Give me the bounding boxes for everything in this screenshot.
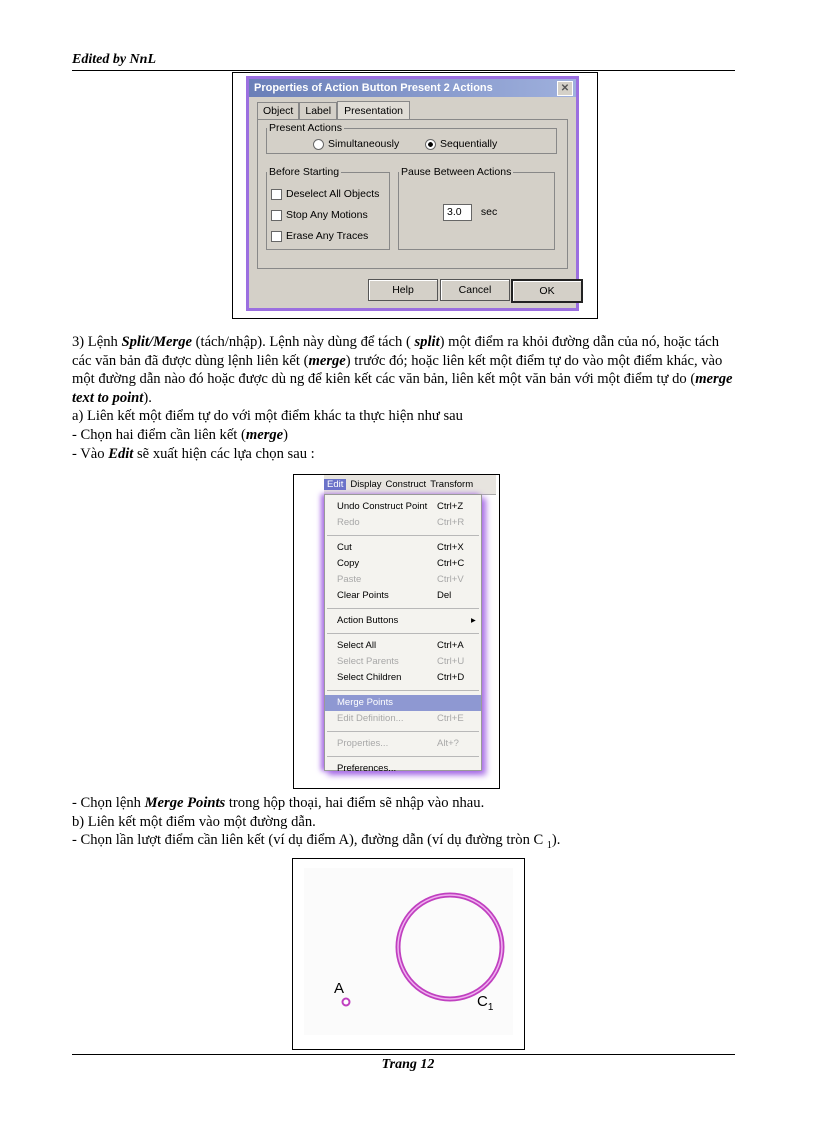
point-a[interactable] — [343, 999, 350, 1006]
circle-figure-screenshot — [292, 858, 525, 1050]
menu-transform[interactable]: Transform — [430, 479, 474, 490]
checkbox-icon — [271, 189, 282, 200]
radio-selected-icon — [425, 139, 436, 150]
sketch-canvas — [304, 868, 513, 1035]
pause-input[interactable]: 3.0 — [443, 204, 472, 221]
menu-item-select-all[interactable]: Select All Ctrl+A — [337, 640, 464, 651]
radio-label: Simultaneously — [328, 138, 400, 150]
dialog-screenshot — [232, 72, 598, 319]
pause-legend: Pause Between Actions — [401, 166, 512, 178]
checkbox-erase-traces[interactable] — [271, 230, 368, 242]
help-button[interactable]: Help — [368, 279, 438, 301]
properties-dialog — [246, 76, 579, 311]
footer-rule — [72, 1054, 735, 1055]
checkbox-deselect[interactable] — [271, 188, 379, 200]
header-text: Edited by NnL — [72, 52, 156, 67]
menu-separator — [327, 731, 479, 732]
menu-item-paste[interactable]: Paste Ctrl+V — [337, 574, 464, 585]
close-icon[interactable]: ✕ — [557, 81, 573, 96]
checkbox-icon — [271, 231, 282, 242]
label-a: A — [334, 980, 345, 997]
menu-separator — [327, 633, 479, 634]
step-choose-points: - Chọn hai điểm cần liên kết (merge) — [72, 426, 289, 443]
cancel-button[interactable]: Cancel — [440, 279, 510, 301]
step-open-edit: - Vào Edit sẽ xuất hiện các lựa chọn sau : — [72, 445, 315, 462]
page-header — [72, 52, 735, 71]
menu-item-properties[interactable]: Properties... Alt+? — [337, 738, 459, 749]
paragraph-block-2 — [72, 794, 740, 856]
menu-item-select-parents[interactable]: Select Parents Ctrl+U — [337, 656, 465, 667]
tab-strip — [257, 101, 410, 120]
menu-item-cut[interactable]: Cut Ctrl+X — [337, 542, 464, 553]
dialog-title — [249, 79, 576, 97]
menu-item-merge-points[interactable]: Merge Points — [325, 695, 481, 711]
before-starting-legend: Before Starting — [269, 166, 340, 178]
ok-button[interactable]: OK — [511, 279, 583, 303]
edit-menu-screenshot — [293, 474, 500, 789]
split-merge-paragraph: 3) Lệnh Split/Merge (tách/nhập). Lệnh này dùng để tách ( split) một điểm ra khỏi đường dẫn của nó, hoặc tách các văn bản đã được dùng lệnh liên kết (merge) trước đó; hoặc liên kết một điểm tự do vào một điểm khác, vào một đường dẫn nào đó hoặc được dù ng để kiên kết các văn bản, liên kết một văn bản với một điểm tự do (merge text to point). — [72, 334, 733, 406]
menu-separator — [327, 756, 479, 757]
circle-c1-inner — [398, 895, 502, 999]
label-c1: $C_1$ — [477, 993, 494, 1013]
radio-sequentially[interactable] — [425, 138, 497, 150]
paragraph-block-1 — [72, 333, 740, 463]
step-b-heading: b) Liên kết một điểm vào một đường dẫn. — [72, 813, 316, 830]
radio-label: Sequentially — [440, 138, 498, 150]
step-merge-points: - Chọn lệnh Merge Points trong hộp thoại, hai điểm sẽ nhập vào nhau. — [72, 795, 485, 811]
menu-item-undo[interactable]: Undo Construct Point Ctrl+Z — [337, 501, 464, 512]
menu-separator — [327, 535, 479, 536]
menu-construct[interactable]: Construct — [385, 479, 427, 490]
checkbox-label: Deselect All Objects — [286, 188, 380, 200]
tab-panel — [257, 119, 568, 269]
menu-item-clear-points[interactable]: Clear Points Del — [337, 590, 452, 601]
menu-item-redo[interactable]: Redo Ctrl+R — [337, 517, 465, 528]
footer-text: Trang 12 — [381, 1057, 435, 1072]
page-footer — [0, 1057, 816, 1073]
menu-separator — [327, 690, 479, 691]
menu-display[interactable]: Display — [350, 479, 382, 490]
radio-simultaneously[interactable] — [313, 138, 399, 150]
menu-edit[interactable]: Edit — [324, 479, 346, 490]
step-choose-point-path: - Chọn lần lượt điểm cần liên kết (ví dụ điểm A), đường dẫn (ví dụ đường tròn C $_1$). — [72, 832, 561, 852]
tab-object[interactable]: Object — [257, 102, 299, 119]
checkbox-icon — [271, 210, 282, 221]
present-actions-group — [266, 122, 557, 154]
edit-menu — [324, 494, 482, 774]
menu-item-select-children[interactable]: Select Children Ctrl+D — [337, 672, 465, 683]
pause-control — [443, 204, 497, 221]
present-actions-legend: Present Actions — [269, 122, 342, 134]
radio-icon — [313, 139, 324, 150]
pause-group — [398, 166, 555, 250]
checkbox-label: Erase Any Traces — [286, 230, 369, 242]
menu-item-copy[interactable]: Copy Ctrl+C — [337, 558, 465, 569]
menubar — [324, 475, 496, 495]
before-starting-group — [266, 166, 390, 250]
tab-presentation[interactable]: Presentation — [337, 101, 410, 120]
menu-separator — [327, 608, 479, 609]
pause-unit: sec — [480, 206, 498, 218]
checkbox-stop-motions[interactable] — [271, 209, 368, 221]
dialog-title-text: Properties of Action Button Present 2 Actions — [254, 82, 493, 94]
tab-label[interactable]: Label — [299, 102, 337, 119]
menu-item-edit-definition[interactable]: Edit Definition... Ctrl+E — [337, 713, 464, 724]
menu-item-action-buttons[interactable]: Action Buttons ▸ — [325, 613, 481, 629]
submenu-arrow-icon: ▸ — [471, 615, 476, 626]
step-a-heading: a) Liên kết một điểm tự do với một điểm khác ta thực hiện như sau — [72, 408, 463, 425]
menu-item-preferences[interactable]: Preferences... — [337, 763, 397, 774]
checkbox-label: Stop Any Motions — [286, 209, 368, 221]
